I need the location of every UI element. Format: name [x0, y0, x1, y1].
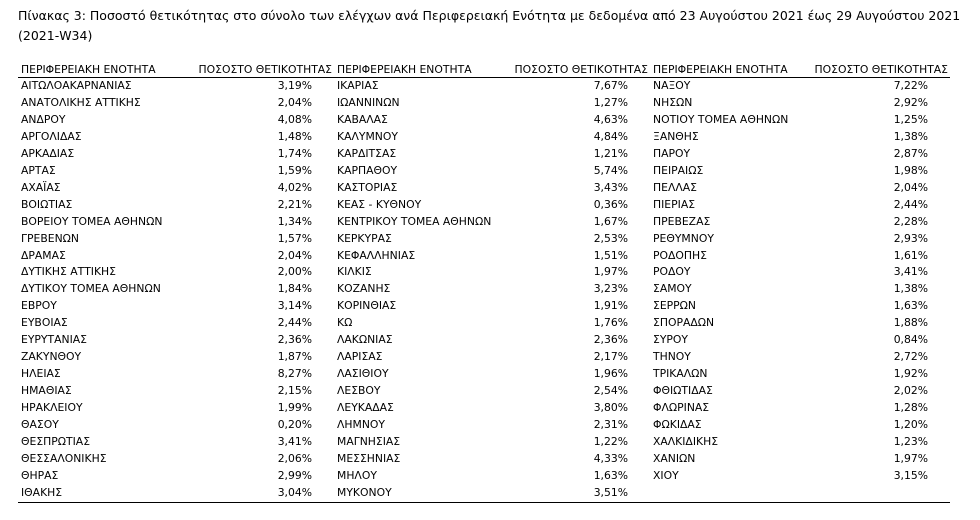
region-name: ΑΧΑΪΑΣ: [21, 180, 61, 194]
positivity-rate: 1,51%: [593, 248, 628, 262]
header-region-1: ΠΕΡΙΦΕΡΕΙΑΚΗ ΕΝΟΤΗΤΑ: [18, 63, 194, 78]
region-name: ΛΑΣΙΘΙΟΥ: [337, 367, 389, 381]
region-name: ΚΕΦΑΛΛΗΝΙΑΣ: [337, 248, 416, 262]
table-row: [18, 180, 950, 197]
positivity-rate: 3,41%: [277, 435, 312, 449]
positivity-rate: 4,84%: [593, 129, 628, 143]
positivity-rate: 1,38%: [893, 282, 928, 296]
region-name: ΧΑΛΚΙΔΙΚΗΣ: [653, 435, 719, 449]
region-name: ΙΘΑΚΗΣ: [18, 485, 194, 502]
positivity-rate: 1,67%: [593, 214, 628, 228]
positivity-rate: 1,61%: [893, 248, 928, 262]
positivity-rate: 2,31%: [593, 418, 628, 432]
positivity-rate: 2,04%: [277, 248, 312, 262]
region-name: ΤΡΙΚΑΛΩΝ: [653, 367, 708, 381]
positivity-rate: 1,21%: [593, 146, 628, 160]
region-name: ΚΟΖΑΝΗΣ: [337, 282, 391, 296]
region-name: ΜΗΛΟΥ: [337, 468, 377, 482]
positivity-rate: 8,27%: [277, 367, 312, 381]
positivity-rate: 1,97%: [893, 451, 928, 465]
region-name: ΚΩ: [337, 316, 353, 330]
region-name: ΝΑΞΟΥ: [653, 79, 691, 92]
table-row: [18, 129, 950, 146]
positivity-rate: 2,92%: [893, 95, 928, 109]
region-name: ΞΑΝΘΗΣ: [653, 129, 699, 143]
positivity-rate: 1,27%: [593, 95, 628, 109]
table-row: [18, 400, 950, 417]
region-name: ΚΕΝΤΡΙΚΟΥ ΤΟΜΕΑ ΑΘΗΝΩΝ: [337, 214, 492, 228]
region-name: ΓΡΕΒΕΝΩΝ: [21, 231, 79, 245]
region-name: ΠΕΙΡΑΙΩΣ: [653, 163, 704, 177]
positivity-rate: 5,74%: [593, 163, 628, 177]
region-name: ΧΑΝΙΩΝ: [653, 451, 696, 465]
positivity-rate: 1,98%: [893, 163, 928, 177]
region-name: ΠΕΛΛΑΣ: [653, 180, 697, 194]
region-name: ΠΡΕΒΕΖΑΣ: [653, 214, 711, 228]
region-name: ΤΗΝΟΥ: [653, 350, 691, 364]
header-percent-1: ΠΟΣΟΣΤΟ ΘΕΤΙΚΟΤΗΤΑΣ: [194, 63, 334, 78]
table-row: [18, 298, 950, 315]
positivity-rate: 1,48%: [277, 129, 312, 143]
positivity-rate: 4,33%: [593, 451, 628, 465]
positivity-rate: 2,36%: [277, 333, 312, 347]
region-name: ΚΙΛΚΙΣ: [337, 265, 372, 279]
region-name: ΝΟΤΙΟΥ ΤΟΜΕΑ ΑΘΗΝΩΝ: [653, 112, 789, 126]
table-header-row: [18, 63, 950, 78]
region-name: ΕΥΡΥΤΑΝΙΑΣ: [21, 333, 87, 347]
region-name: ΙΩΑΝΝΙΝΩΝ: [337, 95, 400, 109]
region-name: ΗΛΕΙΑΣ: [21, 367, 61, 381]
region-name: ΠΑΡΟΥ: [653, 146, 691, 160]
region-name: ΗΡΑΚΛΕΙΟΥ: [21, 401, 83, 415]
region-name: ΚΕΑΣ - ΚΥΘΝΟΥ: [337, 197, 422, 211]
positivity-rate: 2,99%: [277, 468, 312, 482]
region-name: ΦΘΙΩΤΙΔΑΣ: [653, 384, 713, 398]
region-name: ΖΑΚΥΝΘΟΥ: [21, 350, 82, 364]
positivity-rate: [810, 485, 950, 502]
region-name: ΚΟΡΙΝΘΙΑΣ: [337, 299, 397, 313]
region-name: ΦΩΚΙΔΑΣ: [653, 418, 702, 432]
positivity-rate: 3,43%: [593, 180, 628, 194]
table-row: [18, 231, 950, 248]
positivity-rate: 7,67%: [593, 79, 628, 92]
positivity-rate: 1,97%: [593, 265, 628, 279]
positivity-rate: 1,34%: [277, 214, 312, 228]
table-row: [18, 214, 950, 231]
positivity-rate: 1,92%: [893, 367, 928, 381]
region-name: ΘΑΣΟΥ: [21, 418, 59, 432]
positivity-rate: 1,63%: [893, 299, 928, 313]
region-name: ΑΡΓΟΛΙΔΑΣ: [21, 129, 82, 143]
region-name: ΦΛΩΡΙΝΑΣ: [653, 401, 710, 415]
table-row: [18, 163, 950, 180]
positivity-rate: 4,63%: [593, 112, 628, 126]
positivity-rate: 4,02%: [277, 180, 312, 194]
positivity-rate: 1,84%: [277, 282, 312, 296]
table-body: [18, 78, 950, 503]
table-row: [18, 197, 950, 214]
positivity-rate: 3,19%: [277, 79, 312, 92]
region-name: ΛΑΡΙΣΑΣ: [337, 350, 383, 364]
table-row: [18, 315, 950, 332]
region-name: ΚΑΣΤΟΡΙΑΣ: [337, 180, 398, 194]
positivity-rate: 1,88%: [893, 316, 928, 330]
table-row: [18, 417, 950, 434]
region-name: ΚΑΡΔΙΤΣΑΣ: [337, 146, 397, 160]
positivity-rate: 2,17%: [593, 350, 628, 364]
positivity-rate: 3,80%: [593, 401, 628, 415]
region-name: ΚΑΒΑΛΑΣ: [337, 112, 388, 126]
positivity-rate: 1,87%: [277, 350, 312, 364]
positivity-rate: 1,91%: [593, 299, 628, 313]
positivity-rate: 1,28%: [893, 401, 928, 415]
region-name: ΒΟΙΩΤΙΑΣ: [21, 197, 73, 211]
region-name: ΔΥΤΙΚΟΥ ΤΟΜΕΑ ΑΘΗΝΩΝ: [21, 282, 161, 296]
region-name: ΑΝΑΤΟΛΙΚΗΣ ΑΤΤΙΚΗΣ: [21, 95, 141, 109]
region-name: ΙΚΑΡΙΑΣ: [337, 79, 379, 92]
positivity-rate: 2,44%: [277, 316, 312, 330]
header-percent-2: ΠΟΣΟΣΤΟ ΘΕΤΙΚΟΤΗΤΑΣ: [510, 63, 650, 78]
header-percent-3: ΠΟΣΟΣΤΟ ΘΕΤΙΚΟΤΗΤΑΣ: [810, 63, 950, 78]
positivity-rate: 1,57%: [277, 231, 312, 245]
table-row: [18, 78, 950, 95]
positivity-rate: 2,72%: [893, 350, 928, 364]
region-name: ΘΕΣΠΡΩΤΙΑΣ: [21, 435, 91, 449]
positivity-rate: 2,04%: [893, 180, 928, 194]
positivity-rate: 3,51%: [510, 485, 650, 502]
region-name: ΘΗΡΑΣ: [21, 468, 59, 482]
positivity-rate: 3,23%: [593, 282, 628, 296]
region-name: ΕΒΡΟΥ: [21, 299, 57, 313]
positivity-rate: 2,87%: [893, 146, 928, 160]
region-name: ΧΙΟΥ: [653, 468, 679, 482]
positivity-rate: 2,28%: [893, 214, 928, 228]
positivity-rate: 0,20%: [277, 418, 312, 432]
positivity-rate: 2,44%: [893, 197, 928, 211]
table-row: [18, 146, 950, 163]
region-name: ΜΕΣΣΗΝΙΑΣ: [337, 451, 401, 465]
positivity-rate: 3,15%: [893, 468, 928, 482]
region-name: ΔΡΑΜΑΣ: [21, 248, 66, 262]
positivity-rate: 2,36%: [593, 333, 628, 347]
region-name: ΚΑΡΠΑΘΟΥ: [337, 163, 398, 177]
table-row: [18, 112, 950, 129]
positivity-rate: 2,93%: [893, 231, 928, 245]
region-name: ΜΥΚΟΝΟΥ: [334, 485, 510, 502]
positivity-rate: 1,74%: [277, 146, 312, 160]
region-name: ΜΑΓΝΗΣΙΑΣ: [337, 435, 401, 449]
positivity-table: [18, 63, 950, 503]
region-name: ΑΙΤΩΛΟΑΚΑΡΝΑΝΙΑΣ: [21, 79, 132, 92]
region-name: ΡΟΔΟΥ: [653, 265, 691, 279]
region-name: ΚΕΡΚΥΡΑΣ: [337, 231, 392, 245]
positivity-rate: 1,25%: [893, 112, 928, 126]
positivity-rate: 1,76%: [593, 316, 628, 330]
region-name: ΠΙΕΡΙΑΣ: [653, 197, 696, 211]
positivity-rate: 1,59%: [277, 163, 312, 177]
table-row: [18, 264, 950, 281]
table-row: [18, 383, 950, 400]
region-name: ΡΕΘΥΜΝΟΥ: [653, 231, 714, 245]
region-name: ΛΗΜΝΟΥ: [337, 418, 385, 432]
table-row: [18, 485, 950, 502]
region-name: ΡΟΔΟΠΗΣ: [653, 248, 707, 262]
table-row: [18, 468, 950, 485]
region-name: ΗΜΑΘΙΑΣ: [21, 384, 72, 398]
table-row: [18, 332, 950, 349]
positivity-rate: 7,22%: [893, 79, 928, 92]
region-name: ΛΕΥΚΑΔΑΣ: [337, 401, 394, 415]
region-name: ΣΠΟΡΑΔΩΝ: [653, 316, 715, 330]
region-name: ΑΝΔΡΟΥ: [21, 112, 66, 126]
table-row: [18, 434, 950, 451]
table-row: [18, 366, 950, 383]
region-name: ΑΡΚΑΔΙΑΣ: [21, 146, 75, 160]
positivity-rate: 2,53%: [593, 231, 628, 245]
positivity-rate: 1,96%: [593, 367, 628, 381]
header-region-2: ΠΕΡΙΦΕΡΕΙΑΚΗ ΕΝΟΤΗΤΑ: [334, 63, 510, 78]
region-name: ΑΡΤΑΣ: [21, 163, 56, 177]
region-name: ΒΟΡΕΙΟΥ ΤΟΜΕΑ ΑΘΗΝΩΝ: [21, 214, 163, 228]
region-name: ΣΑΜΟΥ: [653, 282, 692, 296]
positivity-rate: 0,84%: [893, 333, 928, 347]
positivity-rate: 1,22%: [593, 435, 628, 449]
region-name: ΛΕΣΒΟΥ: [337, 384, 381, 398]
region-name: ΝΗΣΩΝ: [653, 95, 693, 109]
positivity-rate: 1,63%: [593, 468, 628, 482]
positivity-rate: 4,08%: [277, 112, 312, 126]
table-row: [18, 95, 950, 112]
region-name: ΣΥΡΟΥ: [653, 333, 689, 347]
region-name: ΚΑΛΥΜΝΟΥ: [337, 129, 398, 143]
region-name: ΘΕΣΣΑΛΟΝΙΚΗΣ: [21, 451, 107, 465]
region-name: ΛΑΚΩΝΙΑΣ: [337, 333, 393, 347]
positivity-rate: 0,36%: [593, 197, 628, 211]
positivity-rate: 1,38%: [893, 129, 928, 143]
table-row: [18, 281, 950, 298]
positivity-rate: 3,04%: [194, 485, 334, 502]
positivity-rate: 2,15%: [277, 384, 312, 398]
table-row: [18, 349, 950, 366]
header-region-3: ΠΕΡΙΦΕΡΕΙΑΚΗ ΕΝΟΤΗΤΑ: [650, 63, 810, 78]
positivity-rate: 2,02%: [893, 384, 928, 398]
positivity-rate: 2,00%: [277, 265, 312, 279]
table-row: [18, 248, 950, 265]
positivity-rate: 2,06%: [277, 451, 312, 465]
positivity-rate: 2,54%: [593, 384, 628, 398]
positivity-rate: 1,23%: [893, 435, 928, 449]
positivity-rate: 1,20%: [893, 418, 928, 432]
positivity-rate: 2,04%: [277, 95, 312, 109]
positivity-rate: 3,14%: [277, 299, 312, 313]
table-row: [18, 451, 950, 468]
region-name: ΕΥΒΟΙΑΣ: [21, 316, 68, 330]
region-name: ΔΥΤΙΚΗΣ ΑΤΤΙΚΗΣ: [21, 265, 116, 279]
table-caption: Πίνακας 3: Ποσοστό θετικότητας στο σύνολο των ελέγχων ανά Περιφερειακή Ενότητα με δεδομένα από 23 Αυγούστου 2021 έως 29 Αυγούστου 2021 (2021-W34): [18, 8, 961, 43]
positivity-rate: 3,41%: [893, 265, 928, 279]
region-name: [650, 485, 810, 502]
region-name: ΣΕΡΡΩΝ: [653, 299, 696, 313]
positivity-rate: 1,99%: [277, 401, 312, 415]
positivity-rate: 2,21%: [277, 197, 312, 211]
